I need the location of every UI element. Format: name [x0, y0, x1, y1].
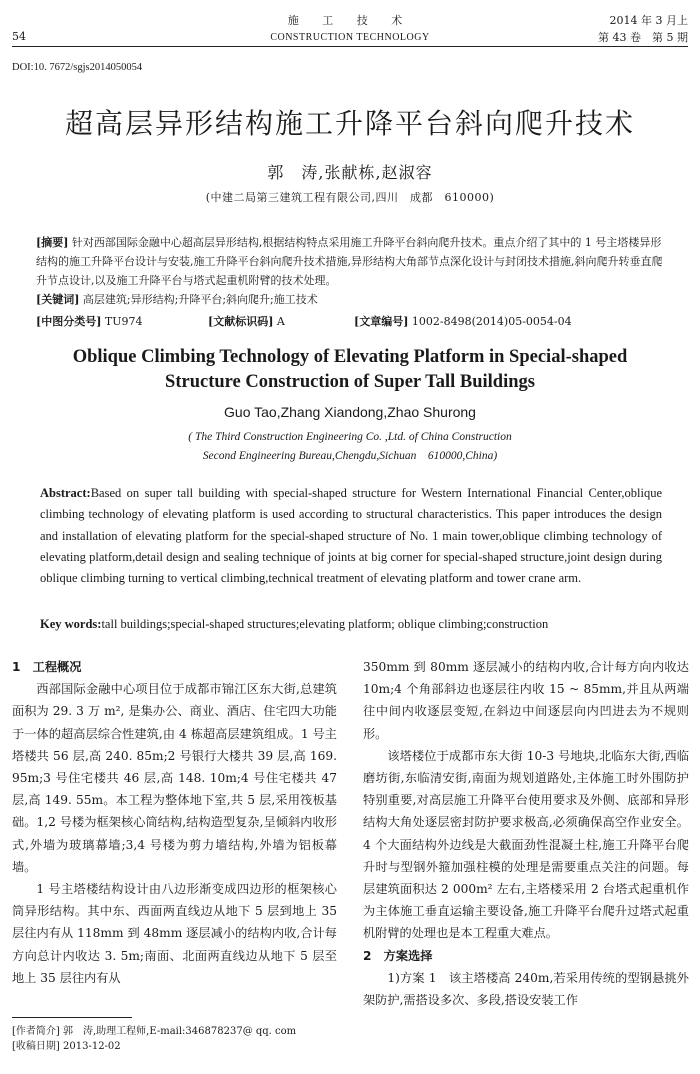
keywords-en-text: tall buildings;special-shaped structures;elevating platform; oblique climbing;construction — [101, 617, 549, 631]
keywords-en-label: Key words: — [40, 617, 102, 631]
title-cn: 超高层异形结构施工升降平台斜向爬升技术 — [64, 107, 635, 140]
journal-name-en: CONSTRUCTION TECHNOLOGY — [270, 32, 430, 43]
doi: DOI:10. 7672/sgjs2014050054 — [12, 62, 143, 73]
authors-cn: 郭 涛,张献栋,赵淑容 — [267, 163, 433, 182]
journal-name-cn: 施 工 技 术 — [287, 14, 413, 27]
section-2-paragraph-1: 1)方案 1 该主塔楼高 240m,若采用传统的型钢悬挑外架防护,需搭设多次、多段,搭设安装工作 — [363, 970, 689, 1008]
received-date-label: [收稿日期] — [12, 1041, 60, 1052]
received-date — [12, 1039, 296, 1054]
clc — [36, 313, 143, 329]
issue-date: 2014 年 3 月上 — [609, 14, 688, 27]
author-bio-label: [作者简介] — [12, 1026, 60, 1037]
journal-name — [12, 12, 688, 46]
abstract-cn-body — [36, 233, 664, 290]
authors-en: Guo Tao,Zhang Xiandong,Zhao Shurong — [224, 404, 476, 420]
continued-paragraph: 350mm 到 80mm 逐层减小的结构内收,合计每方向内收达 10m;4 个角部斜边也逐层往内收 15 ~ 85mm,并且从两端往中间内收逐层变短,在斜边中间逐层向内凹进去为不规则形。 — [363, 660, 689, 741]
section-1-paragraph-1: 西部国际金融中心项目位于成都市锦江区东大街,总建筑面积为 29. 3 万 m², 是集办公、商业、酒店、住宅四大功能于一体的超高层综合性建筑,由 4 栋超高层建筑组成。1 号主塔楼共 56 层,高 240. 85m;2 号银行大楼共 39 层,高 169. 95m;3 号住宅楼共 46 层,高 148. 10m;4 号住宅楼共 47 层,高 149. 55m。本工程为整体地下室,共 5 层,采用筏板基础。1,2 号楼为框架核心筒结构,结构造型复杂,呈倾斜内收形式,外墙为玻璃幕墙;3,4 号楼为剪力墙结构,外墙为铝板幕墙。 — [12, 682, 337, 874]
keywords-en — [40, 614, 662, 634]
keywords-cn-label: [关键词] — [36, 293, 80, 306]
page-header — [12, 8, 688, 46]
section-1-heading: 1 工程概况 — [12, 660, 82, 674]
abstract-cn — [36, 233, 664, 309]
volume-issue: 第 43 卷 第 5 期 — [598, 31, 688, 44]
abstract-en — [40, 483, 662, 589]
doc-code — [208, 313, 285, 329]
page-number: 54 — [12, 30, 26, 43]
keywords-cn-text: 高层建筑;异形结构;升降平台;斜向爬升;施工技术 — [82, 293, 318, 306]
affiliation-en-line-2: Second Engineering Bureau,Chengdu,Sichuan 610000,China) — [202, 450, 498, 462]
title-en: Oblique Climbing Technology of Elevating Platform in Special-shaped Structure Construction of Super Tall Buildings — [72, 347, 628, 392]
section-1-paragraph-3: 该塔楼位于成都市东大街 10-3 号地块,北临东大街,西临磨坊街,东临清安街,南面为规划道路处,主体施工时外围防护特别重要,对高层施工升降平台使用要求及外侧、底部和异形结构大角处逐层密封防护要求极高,必须确保高空作业安全。4 个大面结构外边线是大截面劲性混凝土柱,施工升降平台爬升时与型钢外箍加强柱模的处理是需要重点关注的问题。每层建筑面积达 2 000m² 左右,主塔楼采用 2 台塔式起重机作为主体施工垂直运输主要设备,施工升降平台爬升过塔式起重机附臂的处理也是本工程重大难点。 — [363, 748, 689, 941]
body-left-column — [12, 656, 337, 989]
footnote — [12, 1024, 296, 1054]
abstract-cn-text: 针对西部国际金融中心超高层异形结构,根据结构特点采用施工升降平台斜向爬升技术。重点介绍了其中的 1 号主塔楼异形结构的施工升降平台设计与安装,施工升降平台斜向爬升技术措施,异形结构大角部节点深化设计与封闭技术措施,斜向爬升转垂直爬升节点设计,以及施工升降平台与塔式起重机附臂的技术处理。 — [36, 236, 663, 287]
affiliation-cn: (中建二局第三建筑工程有限公司,四川 成都 610000) — [205, 191, 495, 204]
abstract-cn-label: [摘要] — [36, 236, 69, 249]
article-number — [354, 313, 572, 329]
author-bio — [12, 1024, 296, 1039]
article-number-value: 1002-8498(2014)05-0054-04 — [411, 315, 572, 328]
classification-row — [36, 313, 664, 331]
section-1-paragraph-2: 1 号主塔楼结构设计由八边形渐变成四边形的框架核心筒异形结构。其中东、西面两直线边从地下 5 层到地上 35 层往内有从 118mm 到 48mm 逐层减小的结构内收,合计每方向总计内收达 3. 5m;南面、北面两直线边从地下 5 层至地上 35 层往内有从 — [12, 882, 337, 985]
doc-code-value: A — [276, 315, 285, 328]
footnote-divider — [12, 1017, 132, 1018]
affiliation-en — [0, 428, 700, 466]
issue-info — [598, 12, 688, 46]
article-number-label: [文章编号] — [354, 315, 409, 328]
abstract-en-text: Based on super tall building with special-shaped structure for Western International Financial Center,oblique climbing technology of elevating platform is used according to structural characteristics. This paper introduces the design and installation of elevating platform for the special-shaped structure of No. 1 main tower,oblique climbing technology of elevating platform,detail design and sealing technique of joints at big corner for special-shaped structure,joint design during oblique climbing turning to vertical climbing,technical treatment of elevating platform and tower crane arm. — [40, 486, 662, 586]
affiliation-en-line-1: ( The Third Construction Engineering Co. ,Ltd. of China Construction — [188, 431, 512, 443]
received-date-text: 2013-12-02 — [63, 1041, 121, 1052]
clc-label: [中图分类号] — [36, 315, 102, 328]
body-right-column — [363, 656, 689, 1011]
header-divider — [12, 46, 688, 47]
doc-code-label: [文献标识码] — [208, 315, 274, 328]
clc-value: TU974 — [104, 315, 143, 328]
section-2-heading: 2 方案选择 — [363, 948, 433, 963]
author-bio-text: 郭 涛,助理工程师,E-mail:346878237@ qq. com — [63, 1026, 297, 1037]
abstract-en-label: Abstract: — [40, 486, 91, 500]
keywords-cn — [36, 290, 664, 309]
